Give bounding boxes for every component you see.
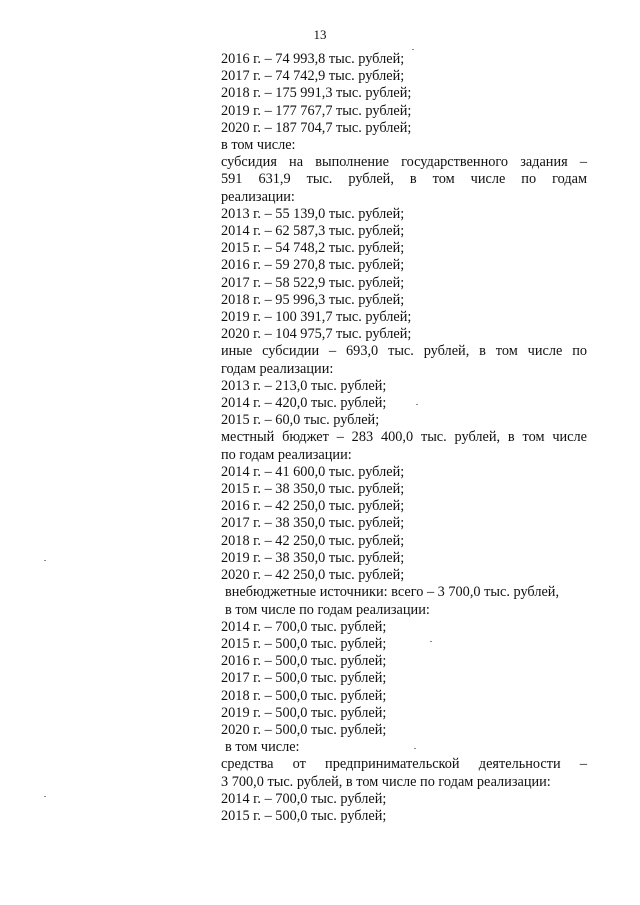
text-line: иные субсидии – 693,0 тыс. рублей, в том числе по <box>221 343 587 360</box>
text-line: 2015 г. – 500,0 тыс. рублей; <box>221 807 387 824</box>
text-line: 2017 г. – 500,0 тыс. рублей; <box>221 670 387 687</box>
text-line: в том числе: <box>221 137 296 154</box>
page-number: 13 <box>313 27 327 42</box>
text-line: реализации: <box>221 188 295 205</box>
text-line: 2020 г. – 104 975,7 тыс. рублей; <box>221 326 412 343</box>
text-line: 2013 г. – 55 139,0 тыс. рублей; <box>221 205 405 222</box>
text-line: 2014 г. – 420,0 тыс. рублей; <box>221 395 387 412</box>
text-line: 2018 г. – 95 996,3 тыс. рублей; <box>221 291 405 308</box>
text-line: 2014 г. – 62 587,3 тыс. рублей; <box>221 223 405 240</box>
text-line: 2019 г. – 38 350,0 тыс. рублей; <box>221 549 405 566</box>
text-line: внебюджетные источники: всего – 3 700,0 тыс. рублей, <box>225 584 560 601</box>
text-line: 2020 г. – 42 250,0 тыс. рублей; <box>221 567 405 584</box>
text-line: 2015 г. – 500,0 тыс. рублей; <box>221 635 387 652</box>
text-line: 2014 г. – 700,0 тыс. рублей; <box>221 790 387 807</box>
text-line: 2018 г. – 500,0 тыс. рублей; <box>221 687 387 704</box>
text-line: 2014 г. – 41 600,0 тыс. рублей; <box>221 463 405 480</box>
scan-speck <box>416 404 418 405</box>
text-line: 2016 г. – 59 270,8 тыс. рублей; <box>221 257 405 274</box>
text-line: в том числе по годам реализации: <box>225 601 430 618</box>
text-line: годам реализации: <box>221 360 334 377</box>
text-line: 2014 г. – 700,0 тыс. рублей; <box>221 618 387 635</box>
text-line: 2016 г. – 500,0 тыс. рублей; <box>221 653 387 670</box>
document-body <box>221 51 587 825</box>
text-line: 2019 г. – 500,0 тыс. рублей; <box>221 704 387 721</box>
text-line: 2015 г. – 38 350,0 тыс. рублей; <box>221 481 405 498</box>
scan-speck <box>430 641 432 642</box>
text-line: субсидия на выполнение государственного задания – <box>221 154 587 171</box>
text-line: 591 631,9 тыс. рублей, в том числе по годам <box>221 171 587 188</box>
text-line: 2016 г. – 74 993,8 тыс. рублей; <box>221 51 405 67</box>
scan-speck <box>412 49 414 50</box>
text-line: 2017 г. – 38 350,0 тыс. рублей; <box>221 515 405 532</box>
text-line: 2020 г. – 187 704,7 тыс. рублей; <box>221 119 412 136</box>
text-line: средства от предпринимательской деятельности – <box>221 756 587 773</box>
text-line: 2015 г. – 60,0 тыс. рублей; <box>221 412 380 429</box>
text-line: 2016 г. – 42 250,0 тыс. рублей; <box>221 498 405 515</box>
text-line: по годам реализации: <box>221 446 352 463</box>
text-line: 2017 г. – 74 742,9 тыс. рублей; <box>221 68 405 85</box>
text-line: 2013 г. – 213,0 тыс. рублей; <box>221 377 387 394</box>
scan-speck <box>44 796 46 797</box>
text-line: 2018 г. – 175 991,3 тыс. рублей; <box>221 85 412 102</box>
text-line: местный бюджет – 283 400,0 тыс. рублей, в том числе <box>221 429 587 446</box>
text-line: 2019 г. – 177 767,7 тыс. рублей; <box>221 102 412 119</box>
scan-speck <box>44 560 46 561</box>
scan-speck <box>414 748 416 749</box>
text-line: 2020 г. – 500,0 тыс. рублей; <box>221 721 387 738</box>
text-line: 2015 г. – 54 748,2 тыс. рублей; <box>221 240 405 257</box>
text-line: 3 700,0 тыс. рублей, в том числе по годам реализации: <box>221 773 551 790</box>
text-line: 2018 г. – 42 250,0 тыс. рублей; <box>221 532 405 549</box>
text-line: в том числе: <box>225 739 300 756</box>
text-line: 2019 г. – 100 391,7 тыс. рублей; <box>221 309 412 326</box>
text-line: 2017 г. – 58 522,9 тыс. рублей; <box>221 274 405 291</box>
